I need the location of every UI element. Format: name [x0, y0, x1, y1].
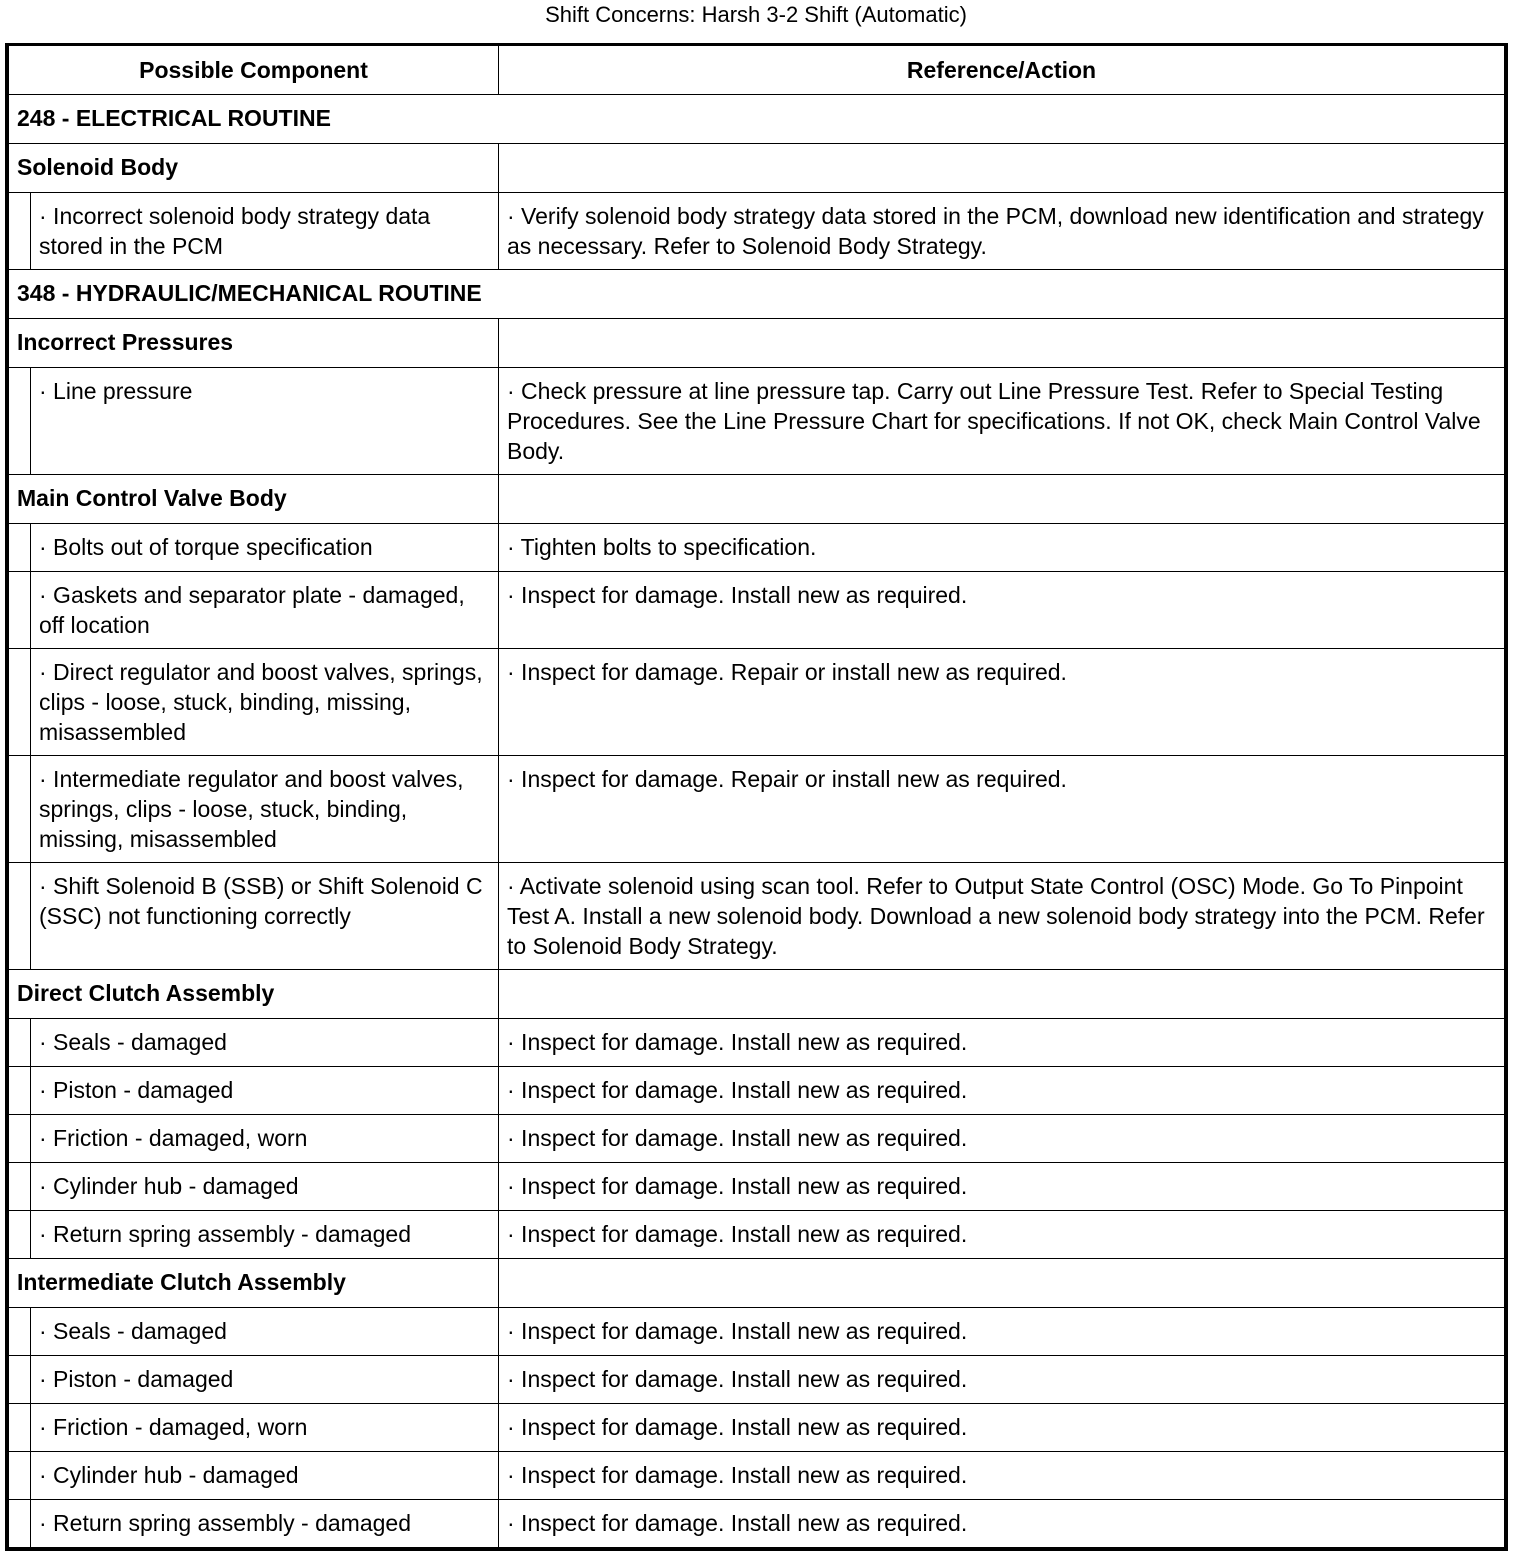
table-body [9, 95, 1505, 1548]
indent-cell [9, 524, 31, 572]
component-cell: · Cylinder hub - damaged [31, 1452, 499, 1500]
table-row [9, 1500, 1505, 1548]
table-row [9, 649, 1505, 756]
component-cell: · Line pressure [31, 368, 499, 475]
table-row [9, 1163, 1505, 1211]
action-cell: · Inspect for damage. Repair or install new as required. [499, 756, 1505, 863]
action-cell: · Inspect for damage. Install new as required. [499, 1211, 1505, 1259]
diagnostic-table [8, 46, 1505, 1548]
table-row [9, 1452, 1505, 1500]
table-row [9, 368, 1505, 475]
group-name: Solenoid Body [9, 144, 499, 193]
action-cell: · Inspect for damage. Install new as required. [499, 1356, 1505, 1404]
table-header-row [9, 46, 1505, 95]
action-cell: · Activate solenoid using scan tool. Refer to Output State Control (OSC) Mode. Go To Pinpoint Test A. Install a new solenoid body. Download a new solenoid body strategy into the PCM. Refer to Solenoid Body Strategy. [499, 863, 1505, 970]
component-cell: · Friction - damaged, worn [31, 1115, 499, 1163]
component-cell: · Incorrect solenoid body strategy data stored in the PCM [31, 193, 499, 270]
diagnostic-table-container [5, 43, 1508, 1551]
indent-cell [9, 572, 31, 649]
table-row [9, 1308, 1505, 1356]
component-cell: · Gaskets and separator plate - damaged, off location [31, 572, 499, 649]
action-cell: · Inspect for damage. Install new as required. [499, 1404, 1505, 1452]
indent-cell [9, 1404, 31, 1452]
table-row [9, 193, 1505, 270]
action-cell: · Inspect for damage. Install new as required. [499, 1067, 1505, 1115]
action-cell: · Inspect for damage. Install new as required. [499, 1308, 1505, 1356]
section-title: 248 - ELECTRICAL ROUTINE [9, 95, 1505, 144]
group-name: Main Control Valve Body [9, 475, 499, 524]
group-row [9, 970, 1505, 1019]
indent-cell [9, 1356, 31, 1404]
indent-cell [9, 1115, 31, 1163]
group-action-empty [499, 475, 1505, 524]
indent-cell [9, 1019, 31, 1067]
group-name: Direct Clutch Assembly [9, 970, 499, 1019]
indent-cell [9, 368, 31, 475]
indent-cell [9, 193, 31, 270]
component-cell: · Seals - damaged [31, 1019, 499, 1067]
action-cell: · Inspect for damage. Repair or install new as required. [499, 649, 1505, 756]
indent-cell [9, 1211, 31, 1259]
group-name: Incorrect Pressures [9, 319, 499, 368]
component-cell: · Intermediate regulator and boost valves, springs, clips - loose, stuck, binding, missing, misassembled [31, 756, 499, 863]
component-cell: · Cylinder hub - damaged [31, 1163, 499, 1211]
action-cell: · Inspect for damage. Install new as required. [499, 572, 1505, 649]
component-cell: · Return spring assembly - damaged [31, 1500, 499, 1548]
table-row [9, 1067, 1505, 1115]
indent-cell [9, 1163, 31, 1211]
group-row [9, 1259, 1505, 1308]
action-cell: · Inspect for damage. Install new as required. [499, 1115, 1505, 1163]
indent-cell [9, 1308, 31, 1356]
section-row [9, 95, 1505, 144]
table-row [9, 1211, 1505, 1259]
indent-cell [9, 863, 31, 970]
table-row [9, 1019, 1505, 1067]
header-reference-action: Reference/Action [499, 46, 1505, 95]
component-cell: · Friction - damaged, worn [31, 1404, 499, 1452]
indent-cell [9, 649, 31, 756]
component-cell: · Piston - damaged [31, 1067, 499, 1115]
group-row [9, 144, 1505, 193]
group-action-empty [499, 970, 1505, 1019]
group-action-empty [499, 144, 1505, 193]
section-row [9, 270, 1505, 319]
component-cell: · Shift Solenoid B (SSB) or Shift Solenoid C (SSC) not functioning correctly [31, 863, 499, 970]
component-cell: · Bolts out of torque specification [31, 524, 499, 572]
table-row [9, 1356, 1505, 1404]
component-cell: · Piston - damaged [31, 1356, 499, 1404]
component-cell: · Return spring assembly - damaged [31, 1211, 499, 1259]
group-row [9, 319, 1505, 368]
table-row [9, 863, 1505, 970]
section-title: 348 - HYDRAULIC/MECHANICAL ROUTINE [9, 270, 1505, 319]
component-cell: · Seals - damaged [31, 1308, 499, 1356]
header-possible-component: Possible Component [9, 46, 499, 95]
action-cell: · Inspect for damage. Install new as required. [499, 1019, 1505, 1067]
action-cell: · Inspect for damage. Install new as required. [499, 1163, 1505, 1211]
group-row [9, 475, 1505, 524]
indent-cell [9, 1500, 31, 1548]
table-row [9, 756, 1505, 863]
indent-cell [9, 756, 31, 863]
group-action-empty [499, 319, 1505, 368]
table-row [9, 572, 1505, 649]
table-row [9, 1404, 1505, 1452]
table-row [9, 1115, 1505, 1163]
indent-cell [9, 1067, 31, 1115]
action-cell: · Check pressure at line pressure tap. Carry out Line Pressure Test. Refer to Special Testing Procedures. See the Line Pressure Chart for specifications. If not OK, check Main Control Valve Body. [499, 368, 1505, 475]
table-caption: Shift Concerns: Harsh 3-2 Shift (Automatic) [545, 2, 967, 27]
component-cell: · Direct regulator and boost valves, springs, clips - loose, stuck, binding, missing, misassembled [31, 649, 499, 756]
action-cell: · Verify solenoid body strategy data stored in the PCM, download new identification and strategy as necessary. Refer to Solenoid Body Strategy. [499, 193, 1505, 270]
group-action-empty [499, 1259, 1505, 1308]
indent-cell [9, 1452, 31, 1500]
table-row [9, 524, 1505, 572]
action-cell: · Inspect for damage. Install new as required. [499, 1500, 1505, 1548]
action-cell: · Tighten bolts to specification. [499, 524, 1505, 572]
action-cell: · Inspect for damage. Install new as required. [499, 1452, 1505, 1500]
group-name: Intermediate Clutch Assembly [9, 1259, 499, 1308]
